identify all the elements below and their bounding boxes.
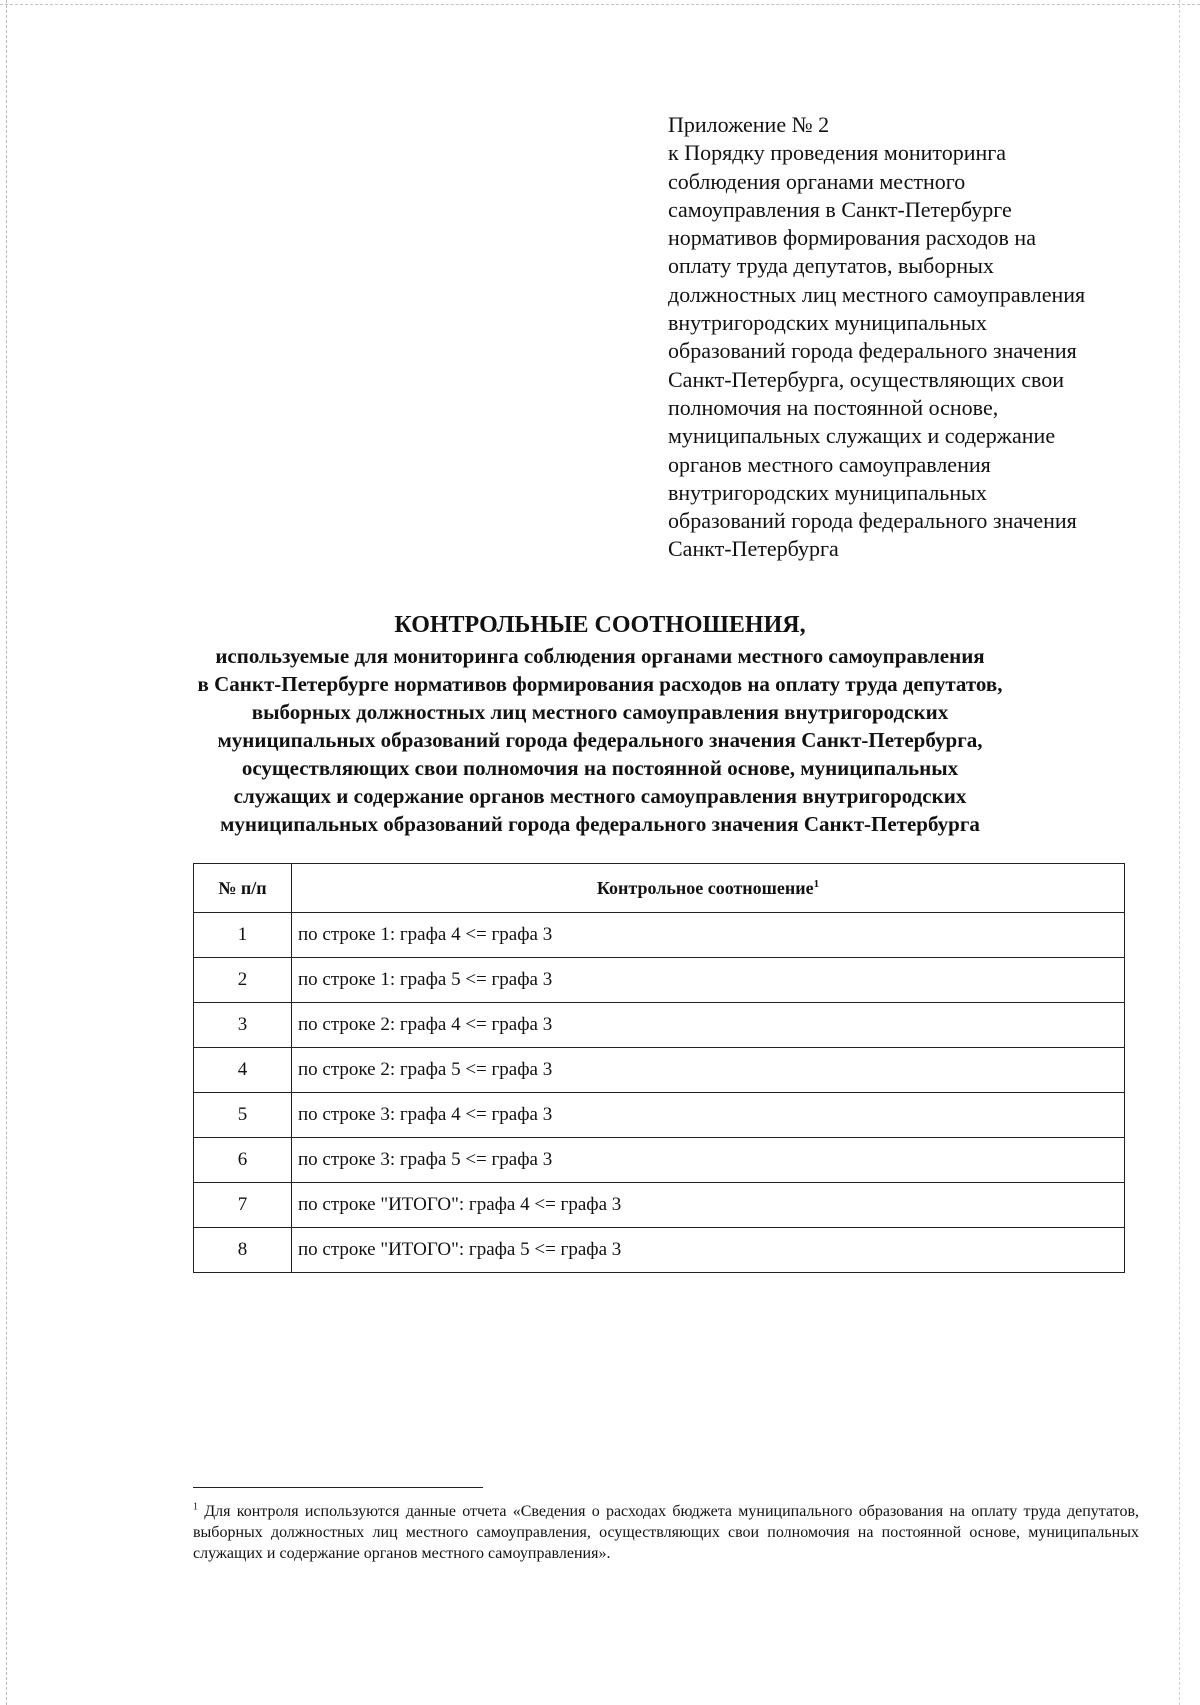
appendix-line: муниципальных служащих и содержание xyxy=(668,423,1056,449)
appendix-line: должностных лиц местного самоуправления xyxy=(668,281,1086,307)
row-number: 3 xyxy=(194,1003,292,1048)
appendix-line: Санкт-Петербурга, осуществляющих свои xyxy=(668,366,1064,392)
appendix-line: оплату труда депутатов, выборных xyxy=(668,253,994,279)
table-row xyxy=(194,1138,1125,1183)
appendix-line: Санкт-Петербурга xyxy=(668,536,839,562)
scan-edge-top xyxy=(0,4,1200,5)
footnote-mark: 1 xyxy=(193,1501,198,1513)
row-ratio: по строке "ИТОГО": графа 5 <= графа 3 xyxy=(292,1228,1125,1273)
appendix-line: нормативов формирования расходов на xyxy=(668,225,1036,251)
row-ratio: по строке 3: графа 4 <= графа 3 xyxy=(292,1093,1125,1138)
table-row xyxy=(194,1228,1125,1273)
appendix-line: самоуправления в Санкт-Петербурге xyxy=(668,196,1012,222)
table-row xyxy=(194,1093,1125,1138)
row-ratio: по строке 1: графа 5 <= графа 3 xyxy=(292,958,1125,1003)
footnote-text: Для контроля используются данные отчета «Сведения о расходах бюджета муниципального образования на оплату труда депутатов, выборных должностных лиц местного самоуправления, осуществляющих свои полномочия на постоянной основе, муниципальных служащих и содержание органов местного самоуправления». xyxy=(193,1503,1139,1562)
main-title: КОНТРОЛЬНЫЕ СООТНОШЕНИЯ, xyxy=(394,612,806,638)
scan-edge-left xyxy=(6,0,7,1705)
table-row xyxy=(194,1003,1125,1048)
control-ratios-table xyxy=(193,863,1125,1273)
row-ratio: по строке 2: графа 4 <= графа 3 xyxy=(292,1003,1125,1048)
table-row xyxy=(194,1048,1125,1093)
footnote-reference: 1 xyxy=(813,877,820,890)
title-line: муниципальных образований города федерального значения Санкт-Петербурга xyxy=(220,812,980,836)
title-line: используемые для мониторинга соблюдения органами местного самоуправления xyxy=(215,644,985,668)
header-ratio xyxy=(292,864,1125,913)
title-line: осуществляющих свои полномочия на постоянной основе, муниципальных xyxy=(241,756,959,780)
appendix-line: органов местного самоуправления xyxy=(668,451,991,477)
row-number: 2 xyxy=(194,958,292,1003)
row-ratio: по строке "ИТОГО": графа 4 <= графа 3 xyxy=(292,1183,1125,1228)
row-number: 1 xyxy=(194,913,292,958)
title-line: выборных должностных лиц местного самоуправления внутригородских xyxy=(251,700,949,724)
row-number: 5 xyxy=(194,1093,292,1138)
document-title xyxy=(100,610,1100,838)
appendix-line: внутригородских муниципальных xyxy=(668,310,987,336)
appendix-line: соблюдения органами местного xyxy=(668,168,966,194)
table-row xyxy=(194,958,1125,1003)
row-ratio: по строке 1: графа 4 <= графа 3 xyxy=(292,913,1125,958)
table-header-row xyxy=(194,864,1125,913)
row-ratio: по строке 2: графа 5 <= графа 3 xyxy=(292,1048,1125,1093)
row-number: 8 xyxy=(194,1228,292,1273)
table-row xyxy=(194,913,1125,958)
scan-edge-right xyxy=(1179,0,1180,1705)
row-ratio: по строке 3: графа 5 <= графа 3 xyxy=(292,1138,1125,1183)
appendix-line: образований города федерального значения xyxy=(668,508,1077,534)
appendix-line: Приложение № 2 xyxy=(668,112,830,137)
title-line: служащих и содержание органов местного самоуправления внутригородских xyxy=(233,784,967,808)
appendix-line: к Порядку проведения мониторинга xyxy=(668,140,1007,166)
row-number: 4 xyxy=(194,1048,292,1093)
header-number xyxy=(194,864,292,913)
title-line: в Санкт-Петербурге нормативов формирования расходов на оплату труда депутатов, xyxy=(197,672,1003,696)
footnote-divider xyxy=(193,1487,483,1488)
appendix-line: образований города федерального значения xyxy=(668,338,1077,364)
header-number-label: № п/п xyxy=(218,877,267,898)
table-row xyxy=(194,1183,1125,1228)
header-ratio-label: Контрольное соотношение xyxy=(596,877,814,898)
footnote xyxy=(193,1501,1139,1564)
appendix-header xyxy=(668,111,1168,564)
appendix-line: полномочия на постоянной основе, xyxy=(668,394,999,420)
appendix-line: внутригородских муниципальных xyxy=(668,479,987,505)
row-number: 6 xyxy=(194,1138,292,1183)
title-line: муниципальных образований города федерального значения Санкт-Петербурга, xyxy=(217,728,983,752)
row-number: 7 xyxy=(194,1183,292,1228)
